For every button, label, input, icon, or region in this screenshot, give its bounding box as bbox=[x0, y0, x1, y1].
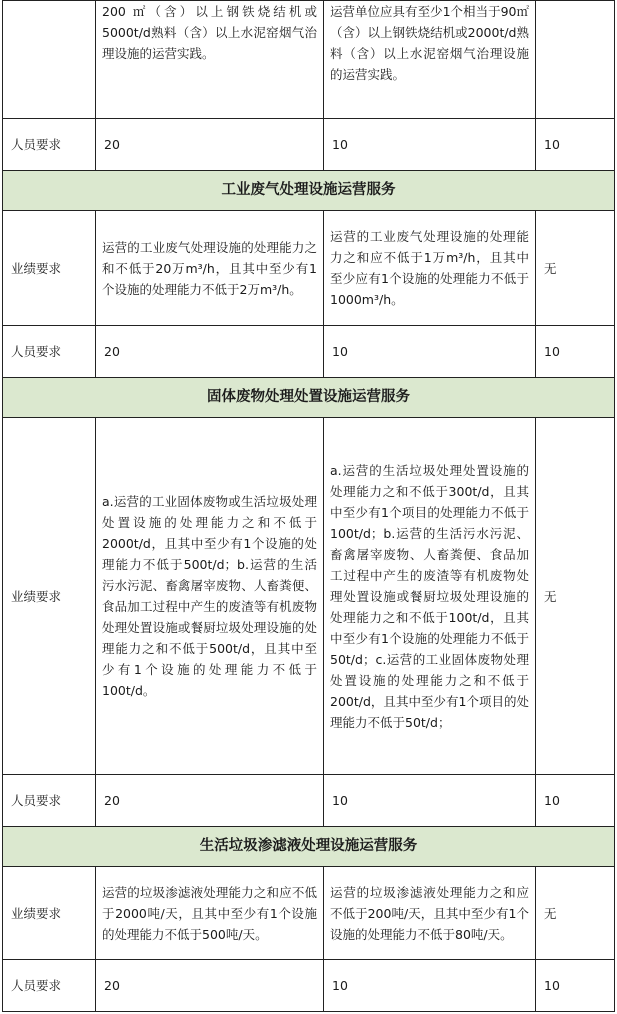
table-row bbox=[3, 960, 615, 1012]
third-level-cell: 无 bbox=[536, 867, 615, 960]
third-level-cell: 无 bbox=[536, 418, 615, 775]
row-label: 人员要求 bbox=[3, 960, 96, 1012]
first-level-cell: 20 bbox=[96, 775, 324, 827]
section-title: 固体废物处理处置设施运营服务 bbox=[3, 378, 615, 418]
third-level-cell: 10 bbox=[536, 775, 615, 827]
section-row bbox=[3, 378, 615, 418]
first-level-cell: 200 ㎡（含）以上钢铁烧结机或5000t/d熟料（含）以上水泥窑烟气治理设施的运营实践。 bbox=[96, 1, 324, 119]
table-row bbox=[3, 418, 615, 775]
third-level-cell: 无 bbox=[536, 211, 615, 326]
row-label: 人员要求 bbox=[3, 775, 96, 827]
qualification-table bbox=[2, 0, 615, 1012]
second-level-cell: 10 bbox=[324, 960, 536, 1012]
table-row bbox=[3, 867, 615, 960]
section-title: 工业废气处理设施运营服务 bbox=[3, 171, 615, 211]
first-level-cell: 20 bbox=[96, 326, 324, 378]
second-level-cell: 运营的工业废气处理设施的处理能力之和应不低于1万m³/h，且其中至少应有1个设施的处理能力不低于1000m³/h。 bbox=[324, 211, 536, 326]
first-level-cell: 20 bbox=[96, 960, 324, 1012]
second-level-cell: 运营单位应具有至少1个相当于90㎡（含）以上钢铁烧结机或2000t/d熟料（含）以上水泥窑烟气治理设施的运营实践。 bbox=[324, 1, 536, 119]
section-title: 生活垃圾渗滤液处理设施运营服务 bbox=[3, 827, 615, 867]
row-label: 业绩要求 bbox=[3, 211, 96, 326]
row-label: 业绩要求 bbox=[3, 418, 96, 775]
row-label: 人员要求 bbox=[3, 119, 96, 171]
table-row bbox=[3, 775, 615, 827]
first-level-cell: 20 bbox=[96, 119, 324, 171]
section-row bbox=[3, 827, 615, 867]
first-level-cell: 运营的工业废气处理设施的处理能力之和不低于20万m³/h，且其中至少有1个设施的处理能力不低于2万m³/h。 bbox=[96, 211, 324, 326]
row-label: 业绩要求 bbox=[3, 867, 96, 960]
third-level-cell: 10 bbox=[536, 960, 615, 1012]
table-row bbox=[3, 326, 615, 378]
row-label: 人员要求 bbox=[3, 326, 96, 378]
table-row bbox=[3, 1, 615, 119]
third-level-cell bbox=[536, 1, 615, 119]
section-row bbox=[3, 171, 615, 211]
table-row bbox=[3, 211, 615, 326]
second-level-cell: a.运营的生活垃圾处理处置设施的处理能力之和不低于300t/d，且其中至少有1个项目的处理能力不低于100t/d；b.运营的生活污水污泥、畜禽屠宰废物、人畜粪便、食品加工过程中产生的废渣等有机废物处理处置设施或餐厨垃圾处理设施的处理能力之和不低于100t/d，且其中至少有1个设施的处理能力不低于50t/d；c.运营的工业固体废物处理处置设施的处理能力之和不低于200t/d，且其中至少有1个项目的处理能力不低于50t/d； bbox=[324, 418, 536, 775]
first-level-cell: a.运营的工业固体废物或生活垃圾处理处置设施的处理能力之和不低于2000t/d，且其中至少有1个设施的处理能力不低于500t/d；b.运营的生活污水污泥、畜禽屠宰废物、人畜粪便、食品加工过程中产生的废渣等有机废物处理处置设施或餐厨垃圾处理设施的处理能力之和不低于500t/d，且其中至少有1个设施的处理能力不低于100t/d。 bbox=[96, 418, 324, 775]
second-level-cell: 10 bbox=[324, 326, 536, 378]
second-level-cell: 运营的垃圾渗滤液处理能力之和应不低于200吨/天，且其中至少有1个设施的处理能力不低于80吨/天。 bbox=[324, 867, 536, 960]
second-level-cell: 10 bbox=[324, 119, 536, 171]
label-cell bbox=[3, 1, 96, 119]
third-level-cell: 10 bbox=[536, 119, 615, 171]
first-level-cell: 运营的垃圾渗滤液处理能力之和应不低于2000吨/天，且其中至少有1个设施的处理能力不低于500吨/天。 bbox=[96, 867, 324, 960]
table-row bbox=[3, 119, 615, 171]
third-level-cell: 10 bbox=[536, 326, 615, 378]
second-level-cell: 10 bbox=[324, 775, 536, 827]
